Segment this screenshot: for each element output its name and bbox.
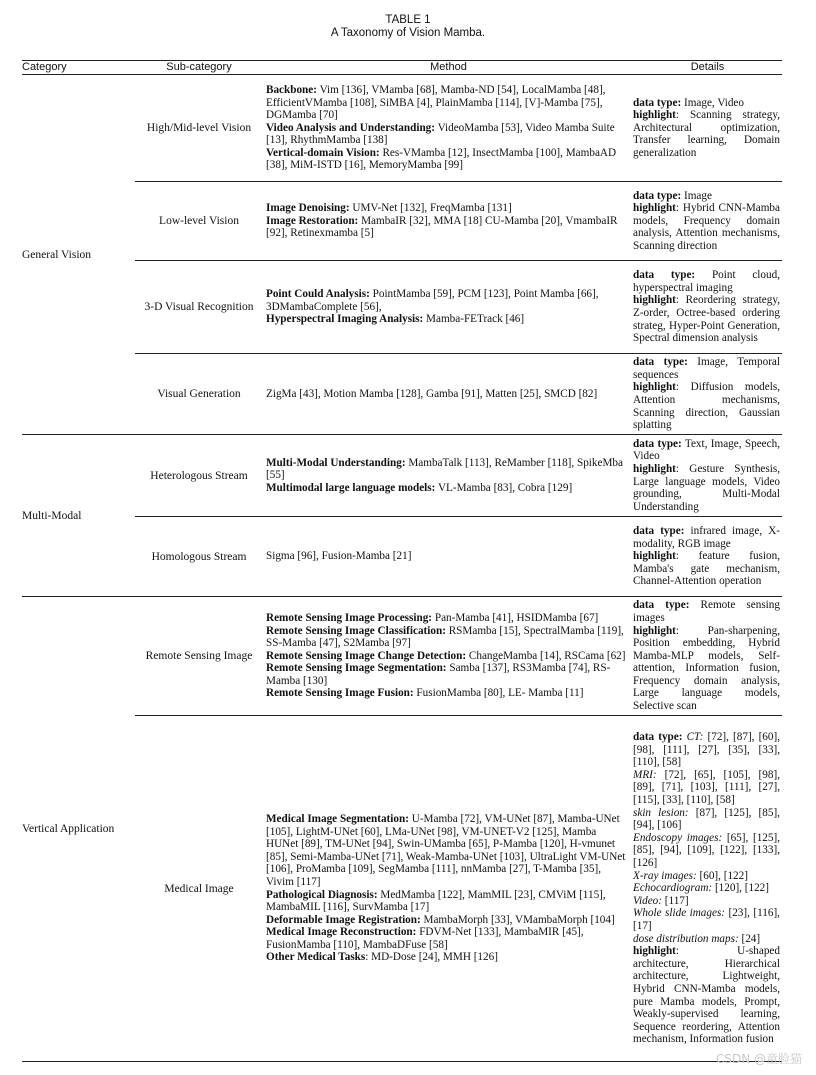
details-cell xyxy=(631,716,780,1061)
method-label: Pathological Diagnosis: xyxy=(266,888,378,901)
table-header xyxy=(22,61,782,75)
data-type-refs: [120], [122] xyxy=(712,882,769,895)
method-label: Image Denoising: xyxy=(266,202,350,215)
data-type-label: data type: xyxy=(633,437,682,450)
data-type-value: Image, Temporal sequences xyxy=(633,356,780,381)
highlight xyxy=(633,550,780,588)
data-type-modality: MRI: xyxy=(633,768,657,781)
method-entry xyxy=(266,687,631,700)
method-cell xyxy=(263,354,631,434)
method-label: Multi-Modal Understanding: xyxy=(266,456,406,469)
header-category: Category xyxy=(22,61,67,73)
table-row xyxy=(135,597,782,716)
data-type-label: data type: xyxy=(633,356,688,369)
data-type-refs: [72], [87], [60], [98], [111], [27], [35], [33], [110], [58] xyxy=(633,731,781,769)
subcategory-cell: Visual Generation xyxy=(157,388,241,400)
data-type xyxy=(633,438,780,463)
data-type-refs: [23], [116], [17] xyxy=(633,907,780,932)
method-entry xyxy=(266,889,631,914)
highlight-value: : Gesture Synthesis, Large language models, Video grounding, Multi-Modal Understanding xyxy=(633,462,780,513)
method-label: Remote Sensing Image Change Detection: xyxy=(266,649,467,662)
subcategory-cell: High/Mid-level Vision xyxy=(146,122,252,134)
table-body xyxy=(22,75,782,1062)
watermark: CSDN @童脸猫 xyxy=(715,1052,802,1066)
header-details: Details xyxy=(690,61,725,73)
method-label: Hyperspectral Imaging Analysis: xyxy=(266,313,424,326)
data-type-refs: [117] xyxy=(662,894,689,907)
data-type xyxy=(633,190,780,203)
method-cell xyxy=(263,597,631,715)
data-type-modality: Whole slide images: xyxy=(633,907,726,920)
data-type-label: data type: xyxy=(633,96,682,109)
method-label: Other Medical Tasks xyxy=(266,951,366,964)
data-type xyxy=(633,269,780,294)
highlight xyxy=(633,945,780,1046)
data-type xyxy=(633,525,780,550)
method-label: Video Analysis and Understanding: xyxy=(266,121,435,134)
method-list: RSMamba [15], SpectralMamba [119], SS-Mamba [47], S2Mamba [97] xyxy=(266,624,624,650)
data-type-value: Text, Image, Speech, Video xyxy=(633,437,780,463)
highlight-label: highlight xyxy=(633,624,676,637)
category-group xyxy=(22,75,782,435)
subcategory-cell: 3-D Visual Recognition xyxy=(144,301,254,313)
data-type-modality: Endoscopy images: xyxy=(633,831,723,844)
highlight-label: highlight xyxy=(633,945,676,958)
method-label: Medical Image Segmentation: xyxy=(266,812,409,825)
highlight-label: highlight xyxy=(633,381,676,394)
method-label: Medical Image Reconstruction: xyxy=(266,926,417,939)
details-cell xyxy=(631,354,780,434)
method-label: Remote Sensing Image Classification: xyxy=(266,624,446,637)
subcategory-cell: Medical Image xyxy=(164,882,234,895)
details-cell xyxy=(631,182,780,260)
method-entry xyxy=(266,84,631,122)
highlight-label: highlight xyxy=(633,294,676,307)
highlight xyxy=(633,381,780,431)
data-type-modality: X-ray images: xyxy=(633,869,697,882)
table-row xyxy=(135,435,782,517)
highlight-value: : Pan-sharpening, Position embedding, Hybrid Mamba-MLP models, Self-attention, Information fusion, Frequency domain analysis, Large language models, Selective scan xyxy=(633,624,780,713)
method-cell xyxy=(263,716,631,1061)
data-type-value: Point cloud, hyperspectral imaging xyxy=(633,269,780,294)
method-label: Vertical-domain Vision: xyxy=(266,146,380,159)
method-list: PointMamba [59], PCM [123], Point Mamba [66], 3DMambaComplete [56], xyxy=(266,288,599,313)
method-list: VL-Mamba [83], Cobra [129] xyxy=(435,481,573,494)
method-list: Res-VMamba [12], InsectMamba [100], MambaAD [38], MiM-ISTD [16], MemoryMamba [99] xyxy=(266,146,617,172)
table-row xyxy=(135,261,782,354)
highlight xyxy=(633,109,780,159)
method-entry xyxy=(266,215,631,240)
data-type-modality: skin lesion: xyxy=(633,806,689,819)
method-entry xyxy=(266,122,631,147)
method-list: MambaMorph [33], VMambaMorph [104] xyxy=(420,913,615,926)
table-row xyxy=(135,716,782,1061)
data-type-modality: Echocardiogram: xyxy=(633,882,713,895)
method-entry xyxy=(266,482,631,495)
method-list: UMV-Net [132], FreqMamba [131] xyxy=(349,202,512,215)
method-entry xyxy=(266,202,631,215)
data-type-modality: Video: xyxy=(633,894,662,907)
method-list: ZigMa [43], Motion Mamba [128], Gamba [91], Matten [25], SMCD [82] xyxy=(266,387,598,400)
method-entry xyxy=(266,612,631,625)
highlight-label: highlight xyxy=(633,462,676,475)
category-cell: Multi-Modal xyxy=(22,509,82,522)
method-entry xyxy=(266,650,631,663)
highlight-value: : feature fusion, Mamba's gate mechanism, Channel-Attention operation xyxy=(633,550,780,588)
highlight xyxy=(633,202,780,252)
highlight xyxy=(633,294,780,344)
method-label: Multimodal large language models: xyxy=(266,481,436,494)
method-entry xyxy=(266,662,631,687)
method-label: Deformable Image Registration: xyxy=(266,913,421,926)
method-entry xyxy=(266,625,631,650)
highlight-value: : Diffusion models, Attention mechanisms, Scanning direction, Gaussian splatting xyxy=(633,381,780,432)
method-entry xyxy=(266,813,631,889)
highlight xyxy=(633,463,780,513)
highlight-label: highlight xyxy=(633,109,676,122)
method-list: Pan-Mamba [41], HSIDMamba [67] xyxy=(432,611,599,624)
method-list: VideoMamba [53], Video Mamba Suite [13], RhythmMamba [138] xyxy=(266,121,615,147)
method-entry xyxy=(266,914,631,927)
data-type-refs: [65], [125], [85], [94], [109], [122], [133], [126] xyxy=(633,831,780,870)
table-number: TABLE 1 xyxy=(385,14,431,26)
method-entry xyxy=(266,550,631,563)
method-cell xyxy=(263,517,631,596)
data-type-modality: CT: xyxy=(686,731,704,744)
subcategory-rows xyxy=(135,597,782,1061)
data-type-value: Remote sensing images xyxy=(633,599,780,624)
data-type-label: data type: xyxy=(633,599,690,612)
data-type xyxy=(633,97,780,110)
subcategory-cell: Remote Sensing Image xyxy=(145,650,253,662)
subcategory-cell: Homologous Stream xyxy=(151,550,247,563)
category-group xyxy=(22,597,782,1062)
method-list: Samba [137], RS3Mamba [74], RS-Mamba [130] xyxy=(266,662,611,687)
highlight-value: : Scanning strategy, Architectural optimization, Transfer learning, Domain generalization xyxy=(633,109,780,159)
method-list: MedMamba [122], MamMIL [23], CMViM [115], MambaMIL [116], SurvMamba [17] xyxy=(266,888,606,914)
method-label: Remote Sensing Image Segmentation: xyxy=(266,662,447,675)
details-cell xyxy=(631,435,780,516)
method-entry xyxy=(266,457,631,482)
details-cell xyxy=(631,75,780,181)
method-list: : MD-Dose [24], MMH [126] xyxy=(365,951,498,964)
method-label: Point Could Analysis: xyxy=(266,288,370,301)
data-type xyxy=(633,599,780,624)
data-type-refs: [87], [125], [85], [94], [106] xyxy=(633,806,780,832)
method-label: Backbone: xyxy=(266,83,317,96)
data-type-label: data type: xyxy=(633,525,685,538)
highlight-value: : Reordering strategy, Z-order, Octree-based ordering strateg, Hyper-Point Generation, Spectral dimension analysis xyxy=(633,294,780,345)
method-list: FDVM-Net [133], MambaMIR [45], FusionMamba [110], MambaDFuse [58] xyxy=(266,926,584,951)
data-type-label: data type: xyxy=(633,189,682,202)
highlight xyxy=(633,625,780,713)
highlight-label: highlight xyxy=(633,550,676,563)
data-type-value: infrared image, X-modality, RGB image xyxy=(633,525,781,550)
subcategory-rows xyxy=(135,75,782,434)
data-type-refs: [60], [122] xyxy=(696,869,748,882)
data-type xyxy=(633,731,780,945)
method-cell xyxy=(263,182,631,260)
header-method: Method xyxy=(430,61,467,73)
method-label: Image Restoration: xyxy=(266,214,359,227)
table-row xyxy=(135,517,782,596)
method-label: Remote Sensing Image Fusion: xyxy=(266,687,414,700)
method-list: Vim [136], VMamba [68], Mamba-ND [54], LocalMamba [48], EfficientVMamba [108], SiMBA [4], PlainMamba [114], [V]-Mamba [75], DGMamba [70] xyxy=(266,83,606,122)
data-type xyxy=(633,356,780,381)
table-caption: A Taxonomy of Vision Mamba. xyxy=(330,27,486,39)
subcategory-rows xyxy=(135,435,782,596)
method-entry xyxy=(266,926,631,951)
data-type-value: Image, Video xyxy=(681,96,744,109)
data-type-modality: dose distribution maps: xyxy=(633,932,739,945)
method-list: Mamba-FETrack [46] xyxy=(423,313,525,326)
highlight-label: highlight xyxy=(633,202,676,215)
data-type-refs: [72], [65], [105], [98], [89], [71], [103], [111], [27], [115], [33], [110], [58] xyxy=(633,768,780,807)
details-cell xyxy=(631,517,780,596)
highlight-value: : U-shaped architecture, Hierarchical architecture, Lightweight, Hybrid CNN-Mamba models, pure Mamba models, Prompt, Weakly-supervised learning, Sequence reordering, Attention mechanism, Information fusion xyxy=(633,945,780,1046)
table-row xyxy=(135,182,782,261)
data-type-value: Image xyxy=(681,189,712,202)
subcategory-cell: Heterologous Stream xyxy=(150,469,248,482)
method-entry xyxy=(266,288,631,313)
header-subcategory: Sub-category xyxy=(166,61,232,73)
data-type-refs: [24] xyxy=(738,932,761,945)
method-cell xyxy=(263,75,631,181)
method-list: FusionMamba [80], LE- Mamba [11] xyxy=(413,687,584,700)
category-cell: General Vision xyxy=(22,248,92,261)
table-row xyxy=(135,354,782,434)
method-label: Remote Sensing Image Processing: xyxy=(266,611,433,624)
category-group xyxy=(22,435,782,597)
method-entry xyxy=(266,951,631,964)
table-row xyxy=(135,75,782,182)
method-entry xyxy=(266,388,631,401)
method-cell xyxy=(263,435,631,516)
method-list: Sigma [96], Fusion-Mamba [21] xyxy=(266,550,412,563)
method-list: MambaTalk [113], ReMamber [118], SpikeMba [55] xyxy=(266,456,623,482)
method-entry xyxy=(266,313,631,326)
category-cell: Vertical Application xyxy=(22,823,115,835)
details-cell xyxy=(631,261,780,353)
method-list: ChangeMamba [14], RSCama [62] xyxy=(466,649,626,662)
data-type-label: data type: xyxy=(633,731,683,744)
highlight-value: : Hybrid CNN-Mamba models, Frequency domain analysis, Attention mechanisms, Scanning direction xyxy=(633,202,780,252)
data-type-label: data type: xyxy=(633,269,696,282)
details-cell xyxy=(631,597,780,715)
method-cell xyxy=(263,261,631,353)
subcategory-cell: Low-level Vision xyxy=(159,215,239,227)
taxonomy-table xyxy=(22,60,782,1062)
method-list: U-Mamba [72], VM-UNet [87], Mamba-UNet [105], LightM-UNet [60], LMa-UNet [98], VM-UNET-V2 [125], Mamba HUNet [89], TM-UNet [94], Swin-UMamba [65], P-Mamba [120], H-vmunet [85], Semi-Mamba-UNet [71], Weak-Mamba-UNet [103], UltraLight VM-UNet [106], ProMamba [109], SegMamba [111], nnMamba [27], T-Mamba [35], Vivim [117] xyxy=(266,812,626,888)
method-entry xyxy=(266,147,631,172)
method-list: MambaIR [32], MMA [18] CU-Mamba [20], VmambaIR [92], Retinexmamba [5] xyxy=(266,214,618,240)
